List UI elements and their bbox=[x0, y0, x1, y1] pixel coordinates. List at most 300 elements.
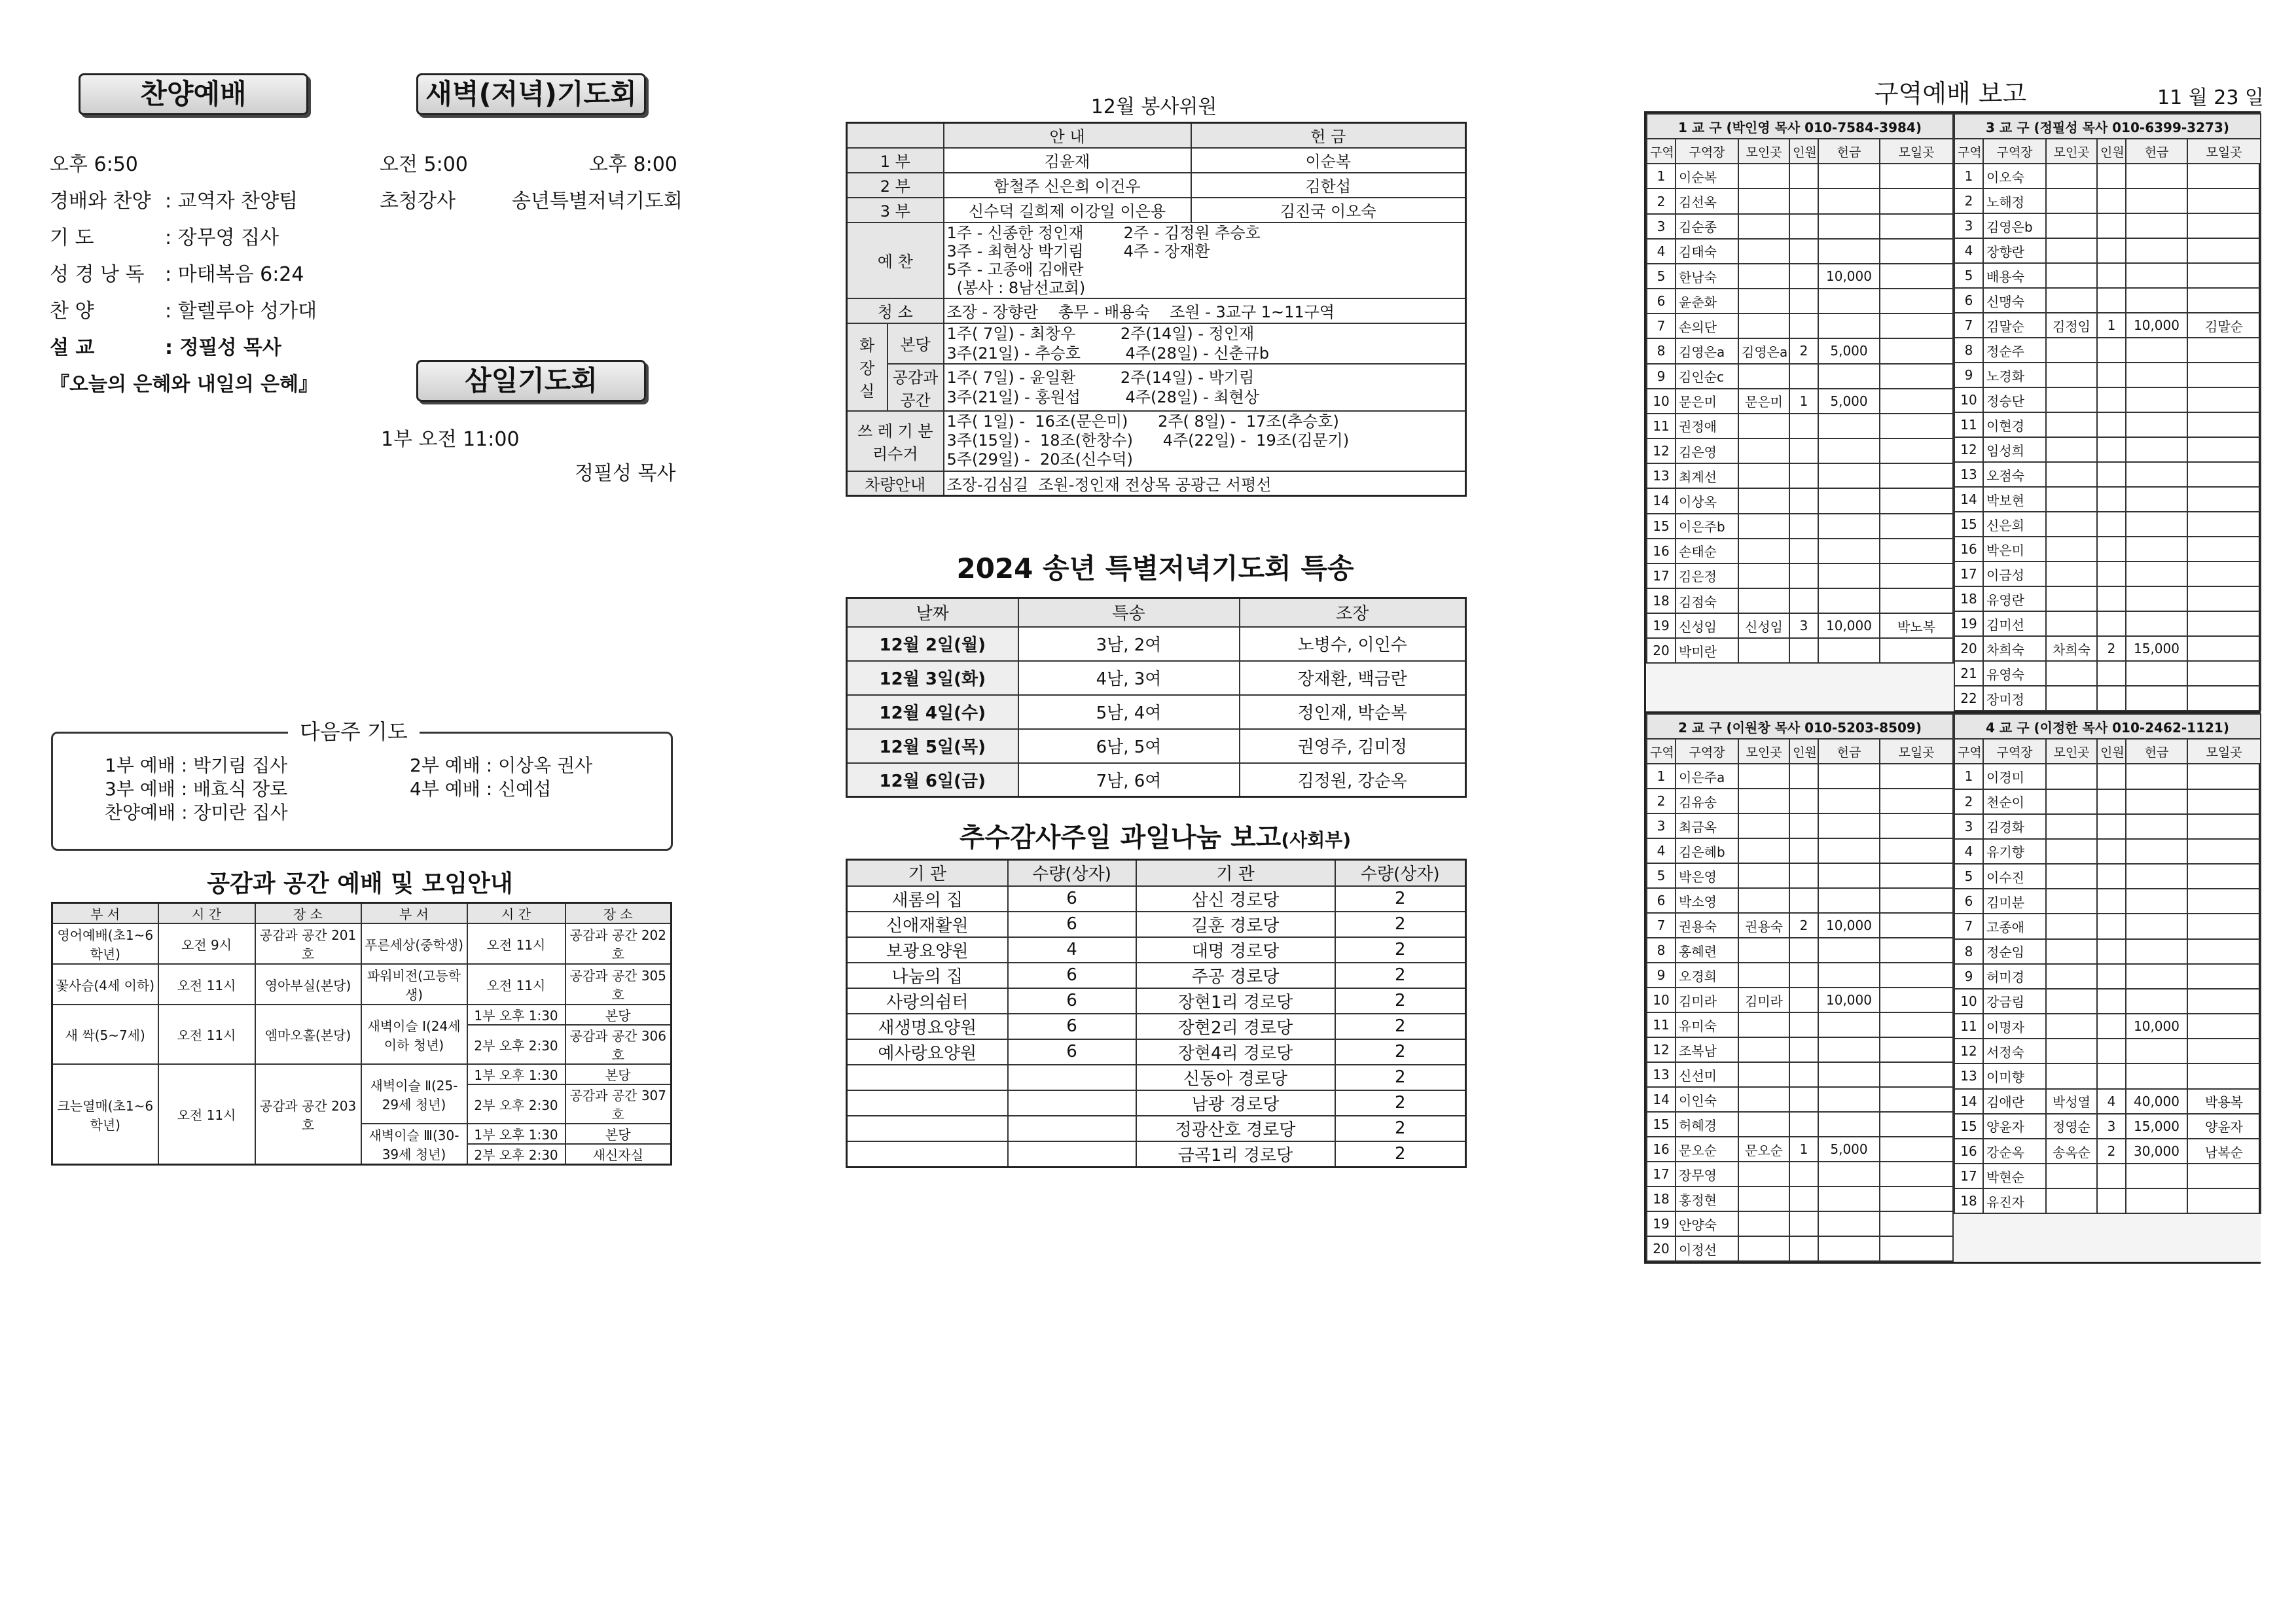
cell bbox=[2126, 864, 2187, 889]
cell: 길훈 경로당 bbox=[1136, 912, 1335, 937]
col-header: 모인곳 bbox=[1738, 739, 1789, 764]
cell: 4 bbox=[1647, 838, 1676, 863]
cell: 2 bbox=[1954, 789, 1983, 814]
table-row bbox=[1954, 213, 2261, 238]
col-header: 기 관 bbox=[1136, 860, 1335, 886]
cell: 차희숙 bbox=[2046, 636, 2097, 661]
cell: 이순복 bbox=[1676, 164, 1738, 188]
cell bbox=[1880, 514, 1953, 539]
cell: 한남숙 bbox=[1676, 264, 1738, 289]
cell bbox=[2187, 764, 2261, 789]
cell: 4 bbox=[1008, 937, 1136, 963]
cell bbox=[1880, 988, 1953, 1012]
cell bbox=[2126, 839, 2187, 864]
cell: 2 bbox=[2097, 1139, 2126, 1164]
cell bbox=[2187, 562, 2261, 586]
table-row bbox=[1954, 814, 2261, 839]
table-row bbox=[1647, 1211, 1953, 1236]
cell: 김경화 bbox=[1983, 814, 2046, 839]
cell bbox=[2097, 1188, 2126, 1213]
cell bbox=[1818, 463, 1880, 488]
cell bbox=[2187, 1164, 2261, 1188]
cell bbox=[1818, 289, 1880, 313]
cell bbox=[1738, 1062, 1789, 1087]
cell: 7남, 6여 bbox=[1018, 763, 1240, 797]
district-3-table bbox=[1954, 113, 2261, 711]
cell: 1부 오후 1:30 bbox=[467, 1005, 565, 1025]
table-row bbox=[847, 937, 1466, 963]
cell: 문은미 bbox=[1676, 389, 1738, 414]
cell bbox=[2097, 188, 2126, 213]
cell: 새벽이슬 Ⅲ(30-39세 청년) bbox=[361, 1124, 467, 1165]
cell bbox=[2126, 814, 2187, 839]
cell bbox=[2187, 661, 2261, 686]
cell bbox=[2046, 889, 2097, 914]
cell: 이은주b bbox=[1676, 514, 1738, 539]
cell: 1 bbox=[1954, 164, 1983, 188]
cell bbox=[2097, 263, 2126, 288]
cell: 7 bbox=[1954, 914, 1983, 938]
cell: 새벽이슬 Ⅱ(25-29세 청년) bbox=[361, 1064, 467, 1124]
cell bbox=[1818, 789, 1880, 813]
cell: 19 bbox=[1647, 1211, 1676, 1236]
cell: 3 bbox=[1954, 213, 1983, 238]
cell bbox=[2046, 1188, 2097, 1213]
cell: 2 bbox=[1335, 988, 1466, 1014]
table-row bbox=[1647, 414, 1953, 438]
cell bbox=[2126, 238, 2187, 263]
cell bbox=[2187, 213, 2261, 238]
cell bbox=[1789, 1236, 1818, 1261]
next-week-item: 3부 예배 : 배효식 장로 bbox=[105, 778, 288, 800]
cell bbox=[2097, 1014, 2126, 1039]
column-headers bbox=[1954, 139, 2261, 164]
table-row bbox=[1954, 164, 2261, 188]
cell: 10,000 bbox=[2126, 313, 2187, 338]
cell bbox=[2046, 387, 2097, 412]
cell bbox=[1880, 289, 1953, 313]
cell bbox=[1818, 364, 1880, 389]
col-header: 모일곳 bbox=[1880, 139, 1953, 164]
cell bbox=[1818, 214, 1880, 239]
cell bbox=[1738, 863, 1789, 888]
dawn-prayer-pill: 새벽(저녁)기도회 bbox=[416, 73, 646, 115]
col-header: 헌금 bbox=[1818, 739, 1880, 764]
next-week-item: 찬양예배 : 장미란 집사 bbox=[105, 802, 288, 823]
cell: 본당 bbox=[565, 1005, 672, 1025]
table-row bbox=[1647, 888, 1953, 913]
cell: 오전 11시 bbox=[467, 964, 565, 1005]
district-report-table bbox=[1644, 111, 2261, 1264]
next-week-item: 4부 예배 : 신예섭 bbox=[410, 778, 552, 800]
cell bbox=[2126, 1039, 2187, 1063]
table-row bbox=[1954, 238, 2261, 263]
cell bbox=[2126, 462, 2187, 487]
col-header: 구역 bbox=[1647, 739, 1676, 764]
cell: 30,000 bbox=[2126, 1139, 2187, 1164]
cell: 1 bbox=[2097, 313, 2126, 338]
cell bbox=[2126, 586, 2187, 611]
cell: 공감과 공간 202호 bbox=[565, 923, 672, 964]
row-label: 예 찬 bbox=[847, 223, 944, 298]
cell: 장미정 bbox=[1983, 686, 2046, 711]
table-row bbox=[1954, 338, 2261, 363]
cell: 꽃사슴(4세 이하) bbox=[52, 964, 158, 1005]
cell bbox=[1738, 514, 1789, 539]
cell bbox=[2046, 487, 2097, 512]
cell bbox=[2046, 338, 2097, 363]
cell bbox=[2097, 338, 2126, 363]
cell: 함철주 신은희 이건우 bbox=[944, 173, 1191, 198]
cell: 1 bbox=[1647, 764, 1676, 789]
space-schedule-title: 공감과 공간 예배 및 모임안내 bbox=[207, 870, 513, 897]
cell: 3남, 2여 bbox=[1018, 627, 1240, 661]
cell: 김윤재 bbox=[944, 148, 1191, 173]
cell bbox=[2187, 914, 2261, 938]
cell: 3 bbox=[2097, 1114, 2126, 1139]
cell bbox=[1738, 463, 1789, 488]
cell: 윤춘화 bbox=[1676, 289, 1738, 313]
cell bbox=[2187, 338, 2261, 363]
table-row bbox=[1954, 889, 2261, 914]
cell bbox=[2097, 814, 2126, 839]
table-row bbox=[1954, 288, 2261, 313]
column-headers bbox=[1954, 739, 2261, 764]
cell bbox=[2187, 188, 2261, 213]
cell: 김미라 bbox=[1738, 988, 1789, 1012]
cell: 19 bbox=[1954, 611, 1983, 636]
cell: 박보현 bbox=[1983, 487, 2046, 512]
cell: 8 bbox=[1647, 938, 1676, 963]
col-header: 시 간 bbox=[467, 903, 565, 924]
district-name: 2 교 구 (이원창 목사 010-5203-8509) bbox=[1647, 714, 1953, 739]
cell: 2 bbox=[1335, 937, 1466, 963]
cell: 유진자 bbox=[1983, 1188, 2046, 1213]
cell: 12 bbox=[1954, 1039, 1983, 1063]
col-header: 시 간 bbox=[158, 903, 255, 924]
cell: 10 bbox=[1954, 989, 1983, 1014]
table-row bbox=[1954, 686, 2261, 711]
cell bbox=[2046, 661, 2097, 686]
column-headers bbox=[1647, 139, 1953, 164]
row-label: 1 부 bbox=[847, 148, 944, 173]
cell bbox=[2046, 1164, 2097, 1188]
table-row bbox=[1647, 438, 1953, 463]
cell: 조장 - 장향란 총무 - 배용숙 조원 - 3교구 1~11구역 bbox=[944, 298, 1466, 323]
cell bbox=[1880, 414, 1953, 438]
cell bbox=[2097, 914, 2126, 938]
cell bbox=[1880, 838, 1953, 863]
cell bbox=[2187, 387, 2261, 412]
cell bbox=[1738, 488, 1789, 513]
cell bbox=[1818, 239, 1880, 264]
cell bbox=[1008, 1065, 1136, 1090]
table-row bbox=[1647, 563, 1953, 588]
cell: 7 bbox=[1954, 313, 1983, 338]
cell bbox=[1880, 188, 1953, 213]
cell bbox=[1789, 1087, 1818, 1112]
table-row bbox=[1647, 789, 1953, 813]
cell: 권용숙 bbox=[1738, 913, 1789, 938]
col-header: 헌금 bbox=[1818, 139, 1880, 164]
cell bbox=[1738, 838, 1789, 863]
cell: 이미향 bbox=[1983, 1063, 2046, 1088]
cell bbox=[1789, 264, 1818, 289]
district-header bbox=[1647, 114, 1953, 139]
col-header: 기 관 bbox=[847, 860, 1008, 886]
cell bbox=[2046, 412, 2097, 437]
cell bbox=[2097, 487, 2126, 512]
cell: 1주( 7일) - 최창우 2주(14일) - 정인재 3주(21일) - 추승호 4주(28일) - 신춘규b bbox=[944, 323, 1466, 364]
cell: 장향란 bbox=[1983, 238, 2046, 263]
col-header: 구역장 bbox=[1676, 139, 1738, 164]
cell: 5 bbox=[1954, 263, 1983, 288]
cell: 신은희 bbox=[1983, 512, 2046, 537]
cell: 장무영 bbox=[1676, 1162, 1738, 1186]
cell: 김은혜b bbox=[1676, 838, 1738, 863]
cell: 이명자 bbox=[1983, 1014, 2046, 1039]
table-row bbox=[1954, 512, 2261, 537]
cell bbox=[1738, 264, 1789, 289]
sermon-title: 『오늘의 은혜와 내일의 은혜』 bbox=[50, 373, 319, 396]
col-header: 인원 bbox=[2097, 139, 2126, 164]
cell: 6 bbox=[1008, 1014, 1136, 1039]
cell bbox=[1818, 838, 1880, 863]
cell: 천순이 bbox=[1983, 789, 2046, 814]
cell: 신성임 bbox=[1738, 613, 1789, 638]
table-row bbox=[1647, 1112, 1953, 1137]
cell: 신선미 bbox=[1676, 1062, 1738, 1087]
cell bbox=[1738, 214, 1789, 239]
cell bbox=[1789, 813, 1818, 838]
cell bbox=[2126, 661, 2187, 686]
cell: 오전 11시 bbox=[158, 1005, 255, 1064]
cell bbox=[2187, 238, 2261, 263]
cell: 9 bbox=[1954, 363, 1983, 387]
cell: 장현4리 경로당 bbox=[1136, 1039, 1335, 1065]
cell bbox=[2126, 188, 2187, 213]
cell bbox=[2097, 686, 2126, 711]
cell: 15,000 bbox=[2126, 636, 2187, 661]
table-row bbox=[1954, 661, 2261, 686]
cell bbox=[2187, 789, 2261, 814]
table-row bbox=[1647, 663, 1953, 687]
cell: 김은영 bbox=[1676, 438, 1738, 463]
cell bbox=[2097, 363, 2126, 387]
cell: 박용복 bbox=[2187, 1089, 2261, 1114]
cell: 8 bbox=[1954, 338, 1983, 363]
order-row: 기 도 : 장무영 집사 bbox=[50, 226, 279, 249]
table-row bbox=[847, 963, 1466, 988]
cell: 10,000 bbox=[1818, 988, 1880, 1012]
cell: 김인순c bbox=[1676, 364, 1738, 389]
cell bbox=[2187, 437, 2261, 462]
cell: 18 bbox=[1647, 588, 1676, 613]
cell bbox=[1789, 289, 1818, 313]
table-row bbox=[1954, 1114, 2261, 1139]
cell: 김선옥 bbox=[1676, 188, 1738, 213]
row-label: 청 소 bbox=[847, 298, 944, 323]
cell: 21 bbox=[1954, 661, 1983, 686]
cell: 1 bbox=[1789, 1137, 1818, 1162]
cell: 2 bbox=[1335, 963, 1466, 988]
table-row bbox=[1647, 1137, 1953, 1162]
cell bbox=[2187, 586, 2261, 611]
cell bbox=[2126, 487, 2187, 512]
table-row bbox=[1954, 636, 2261, 661]
cell: 허혜경 bbox=[1676, 1112, 1738, 1137]
special-song-table bbox=[846, 597, 1467, 798]
table-row bbox=[1647, 188, 1953, 213]
cell: 10,000 bbox=[2126, 1014, 2187, 1039]
cell: 9 bbox=[1647, 963, 1676, 988]
cell bbox=[1738, 813, 1789, 838]
cell: 1부 오후 1:30 bbox=[467, 1124, 565, 1144]
cell: 새롬의 집 bbox=[847, 886, 1008, 912]
cell bbox=[847, 1116, 1008, 1141]
table-row bbox=[1647, 963, 1953, 988]
row-label: 본당 bbox=[888, 323, 944, 364]
cell bbox=[1738, 938, 1789, 963]
cell: 신애재활원 bbox=[847, 912, 1008, 937]
cell: 20 bbox=[1954, 636, 1983, 661]
cell bbox=[1789, 638, 1818, 663]
cell: 남복순 bbox=[2187, 1139, 2261, 1164]
cell: 6 bbox=[1008, 886, 1136, 912]
col-header: 부 서 bbox=[52, 903, 158, 924]
cell: 20 bbox=[1647, 1236, 1676, 1261]
cell: 영어예배(초1~6학년) bbox=[52, 923, 158, 964]
cell: 장현2리 경로당 bbox=[1136, 1014, 1335, 1039]
cell bbox=[2046, 188, 2097, 213]
cell: 강순옥 bbox=[1983, 1139, 2046, 1164]
cell bbox=[2097, 889, 2126, 914]
date-cell: 12월 5일(목) bbox=[847, 729, 1018, 763]
cell bbox=[1818, 539, 1880, 563]
cell: 신수덕 길희제 이강일 이은용 bbox=[944, 198, 1191, 223]
cell: 5 bbox=[1954, 864, 1983, 889]
cell bbox=[2046, 864, 2097, 889]
cell bbox=[1880, 313, 1953, 338]
district-report-title: 구역예배 보고 bbox=[1874, 79, 2027, 108]
cell bbox=[1818, 313, 1880, 338]
cell bbox=[2187, 839, 2261, 864]
cell: 5,000 bbox=[1818, 338, 1880, 363]
next-week-item: 2부 예배 : 이상옥 권사 bbox=[410, 755, 593, 776]
special-song-title: 2024 송년 특별저녁기도회 특송 bbox=[956, 552, 1354, 584]
cell: 박소영 bbox=[1676, 888, 1738, 913]
cell bbox=[2046, 989, 2097, 1014]
cell: 13 bbox=[1954, 1063, 1983, 1088]
cell: 40,000 bbox=[2126, 1089, 2187, 1114]
cell: 금곡1리 경로당 bbox=[1136, 1141, 1335, 1168]
district-4-table bbox=[1954, 713, 2261, 1262]
table-row bbox=[1647, 264, 1953, 289]
cell: 11 bbox=[1954, 1014, 1983, 1039]
cell: 17 bbox=[1647, 1162, 1676, 1186]
cell: 1주( 7일) - 윤일환 2주(14일) - 박기림 3주(21일) - 홍원섭 4주(28일) - 최현상 bbox=[944, 364, 1466, 411]
table-row bbox=[1954, 939, 2261, 964]
dawn-desc-1: 초청강사 bbox=[380, 190, 456, 213]
cell: 문은미 bbox=[1738, 389, 1789, 414]
cell bbox=[2097, 437, 2126, 462]
cell bbox=[2046, 789, 2097, 814]
table-row bbox=[1954, 263, 2261, 288]
cell bbox=[1880, 1162, 1953, 1186]
cell: 조장-김심길 조원-정인재 전상목 공광근 서평선 bbox=[944, 471, 1466, 496]
cell bbox=[2126, 686, 2187, 711]
col-header: 날짜 bbox=[847, 598, 1018, 627]
cell: 1부 오후 1:30 bbox=[467, 1064, 565, 1084]
cell bbox=[1818, 514, 1880, 539]
cell: 오점숙 bbox=[1983, 462, 2046, 487]
cell bbox=[1880, 963, 1953, 988]
district-name: 4 교 구 (이정한 목사 010-2462-1121) bbox=[1954, 714, 2261, 739]
cell: 김애란 bbox=[1983, 1089, 2046, 1114]
cell bbox=[1880, 1112, 1953, 1137]
district-1-table bbox=[1646, 113, 1954, 711]
table-row bbox=[1954, 914, 2261, 938]
table-row bbox=[1647, 588, 1953, 613]
cell: 안양숙 bbox=[1676, 1211, 1738, 1236]
cell: 14 bbox=[1647, 488, 1676, 513]
cell bbox=[2097, 586, 2126, 611]
cell bbox=[2126, 288, 2187, 313]
cell bbox=[2097, 164, 2126, 188]
cell: 정승단 bbox=[1983, 387, 2046, 412]
cell: 7 bbox=[1647, 313, 1676, 338]
cell bbox=[1818, 888, 1880, 913]
cell: 12 bbox=[1647, 1037, 1676, 1062]
cell bbox=[2046, 839, 2097, 864]
cell bbox=[2126, 914, 2187, 938]
district-name: 3 교 구 (정필성 목사 010-6399-3273) bbox=[1954, 114, 2261, 139]
cell: 권영주, 김미정 bbox=[1240, 729, 1466, 763]
dawn-time-2: 오후 8:00 bbox=[589, 153, 677, 176]
praise-time: 오후 6:50 bbox=[50, 153, 138, 176]
cell bbox=[1880, 588, 1953, 613]
cell: 6남, 5여 bbox=[1018, 729, 1240, 763]
cell bbox=[2187, 164, 2261, 188]
cell bbox=[1789, 938, 1818, 963]
cell bbox=[2097, 1063, 2126, 1088]
cell: 16 bbox=[1954, 1139, 1983, 1164]
table-row bbox=[1954, 1014, 2261, 1039]
col-header: 모일곳 bbox=[2187, 139, 2261, 164]
cell: 22 bbox=[1954, 686, 1983, 711]
cell: 1 bbox=[1789, 389, 1818, 414]
table-row bbox=[1647, 1062, 1953, 1087]
cell: 새 싹(5~7세) bbox=[52, 1005, 158, 1064]
cell bbox=[2126, 1164, 2187, 1188]
cell bbox=[847, 1141, 1008, 1168]
cell: 5남, 4여 bbox=[1018, 695, 1240, 729]
table-row bbox=[1647, 913, 1953, 938]
cell: 고종애 bbox=[1983, 914, 2046, 938]
order-row: 경배와 찬양 : 교역자 찬양팀 bbox=[50, 190, 298, 213]
cell bbox=[1738, 1236, 1789, 1261]
cell: 11 bbox=[1647, 1012, 1676, 1037]
cell bbox=[2097, 611, 2126, 636]
cell: 김영은a bbox=[1676, 338, 1738, 363]
volunteer-table bbox=[846, 122, 1467, 497]
cell: 정순임 bbox=[1983, 939, 2046, 964]
cell bbox=[1818, 963, 1880, 988]
table-row bbox=[1954, 313, 2261, 338]
cell bbox=[1880, 1087, 1953, 1112]
cell bbox=[2187, 1039, 2261, 1063]
col-header: 구역장 bbox=[1676, 739, 1738, 764]
